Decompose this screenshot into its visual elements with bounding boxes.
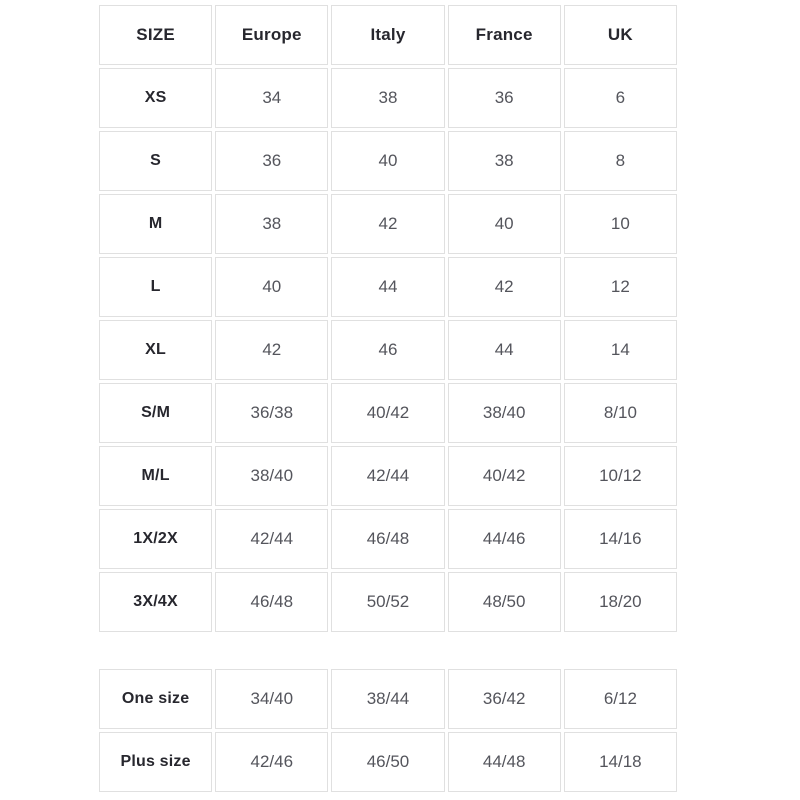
table-cell: 38: [448, 131, 561, 191]
table-cell: 46: [331, 320, 444, 380]
size-conversion-table: [96, 2, 680, 635]
row-label: M: [99, 194, 212, 254]
table-cell: 18/20: [564, 572, 677, 632]
table-cell: 42: [448, 257, 561, 317]
table-cell: 44/48: [448, 732, 561, 792]
table-cell: 42/46: [215, 732, 328, 792]
header-row: [99, 5, 677, 65]
table-row-one-size: [99, 669, 677, 729]
row-label: M/L: [99, 446, 212, 506]
table-row-3x4x: [99, 572, 677, 632]
table-cell: 14/16: [564, 509, 677, 569]
table-row-m: [99, 194, 677, 254]
header-cell-italy: Italy: [331, 5, 444, 65]
table-cell: 14: [564, 320, 677, 380]
table-row-l: [99, 257, 677, 317]
row-label: XS: [99, 68, 212, 128]
row-label: S/M: [99, 383, 212, 443]
table-cell: 34/40: [215, 669, 328, 729]
table-cell: 38/44: [331, 669, 444, 729]
header-cell-size: SIZE: [99, 5, 212, 65]
table-cell: 46/48: [331, 509, 444, 569]
table-row-xl: [99, 320, 677, 380]
table-cell: 38: [331, 68, 444, 128]
table-cell: 46/50: [331, 732, 444, 792]
table-cell: 42/44: [215, 509, 328, 569]
row-label: XL: [99, 320, 212, 380]
table-cell: 36/42: [448, 669, 561, 729]
header-cell-europe: Europe: [215, 5, 328, 65]
table-cell: 36/38: [215, 383, 328, 443]
table-cell: 40/42: [331, 383, 444, 443]
table-cell: 44: [448, 320, 561, 380]
row-label: 1X/2X: [99, 509, 212, 569]
table-cell: 42/44: [331, 446, 444, 506]
table-cell: 48/50: [448, 572, 561, 632]
table-cell: 36: [215, 131, 328, 191]
table-cell: 46/48: [215, 572, 328, 632]
table-cell: 6/12: [564, 669, 677, 729]
table-row-plus-size: [99, 732, 677, 792]
table-cell: 6: [564, 68, 677, 128]
table-cell: 40: [215, 257, 328, 317]
table-row-sm: [99, 383, 677, 443]
table-cell: 8: [564, 131, 677, 191]
table-row-1x2x: [99, 509, 677, 569]
table-cell: 40: [331, 131, 444, 191]
row-label: One size: [99, 669, 212, 729]
table-cell: 8/10: [564, 383, 677, 443]
table-cell: 34: [215, 68, 328, 128]
table-cell: 12: [564, 257, 677, 317]
table-cell: 10: [564, 194, 677, 254]
row-label: Plus size: [99, 732, 212, 792]
table-cell: 38: [215, 194, 328, 254]
table-cell: 42: [215, 320, 328, 380]
header-cell-uk: UK: [564, 5, 677, 65]
table-cell: 42: [331, 194, 444, 254]
table-cell: 44/46: [448, 509, 561, 569]
table-cell: 44: [331, 257, 444, 317]
special-sizes-table: [96, 666, 680, 795]
row-label: 3X/4X: [99, 572, 212, 632]
table-cell: 38/40: [448, 383, 561, 443]
table-cell: 40: [448, 194, 561, 254]
table-row-ml: [99, 446, 677, 506]
table-cell: 50/52: [331, 572, 444, 632]
header-cell-france: France: [448, 5, 561, 65]
table-cell: 10/12: [564, 446, 677, 506]
table-cell: 36: [448, 68, 561, 128]
table-cell: 38/40: [215, 446, 328, 506]
table-cell: 14/18: [564, 732, 677, 792]
table-row-s: [99, 131, 677, 191]
table-row-xs: [99, 68, 677, 128]
table-cell: 40/42: [448, 446, 561, 506]
row-label: S: [99, 131, 212, 191]
row-label: L: [99, 257, 212, 317]
